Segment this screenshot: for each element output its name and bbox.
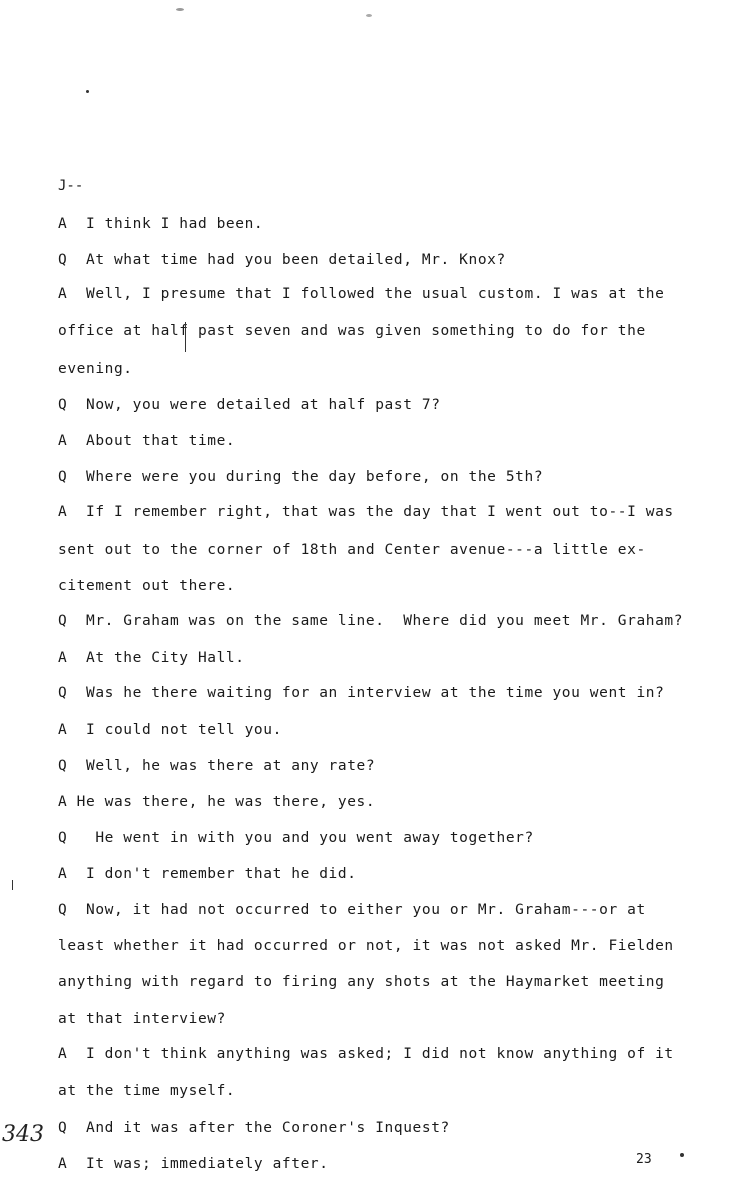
transcript-line: evening. — [58, 361, 133, 377]
scan-speck — [176, 8, 184, 11]
transcript-line: at that interview? — [58, 1011, 226, 1027]
transcript-line: A I don't remember that he did. — [58, 866, 357, 882]
scan-speck — [366, 14, 372, 17]
transcript-line: A Well, I presume that I followed the usual custom. I was at the — [58, 286, 665, 302]
transcript-line: Q Now, it had not occurred to either you or Mr. Graham---or at — [58, 902, 646, 918]
transcript-line: Q Mr. Graham was on the same line. Where did you meet Mr. Graham? — [58, 613, 684, 629]
transcript-line: A At the City Hall. — [58, 650, 245, 666]
scan-speck — [680, 1153, 684, 1157]
handwritten-correction-mark — [185, 322, 186, 352]
transcript-line: A It was; immediately after. — [58, 1156, 329, 1172]
page-number: 23 — [636, 1152, 652, 1167]
transcript-line: Q Where were you during the day before, on the 5th? — [58, 469, 544, 485]
transcript-line: sent out to the corner of 18th and Center avenue---a little ex- — [58, 542, 646, 558]
transcript-line: Q Now, you were detailed at half past 7? — [58, 397, 441, 413]
transcript-line: Q At what time had you been detailed, Mr. Knox? — [58, 252, 506, 268]
transcript-line: anything with regard to firing any shots at the Haymarket meeting — [58, 974, 665, 990]
transcript-line: A He was there, he was there, yes. — [58, 794, 376, 810]
transcript-line: A I don't think anything was asked; I did not know anything of it — [58, 1046, 674, 1062]
header-mark: J-- — [58, 178, 84, 194]
transcript-line: Q Well, he was there at any rate? — [58, 758, 376, 774]
transcript-line: Q He went in with you and you went away together? — [58, 830, 534, 846]
transcript-line: Q Was he there waiting for an interview at the time you went in? — [58, 685, 665, 701]
transcript-line: A I think I had been. — [58, 216, 264, 232]
margin-tick-mark — [12, 880, 13, 890]
transcript-line: citement out there. — [58, 578, 236, 594]
handwritten-margin-note: 343 — [2, 1122, 44, 1147]
transcript-line: office at half past seven and was given something to do for the — [58, 323, 646, 339]
transcript-line: A I could not tell you. — [58, 722, 282, 738]
transcript-line: at the time myself. — [58, 1083, 236, 1099]
scan-speck — [86, 90, 89, 93]
transcript-line: Q And it was after the Coroner's Inquest? — [58, 1120, 450, 1136]
transcript-line: least whether it had occurred or not, it was not asked Mr. Fielden — [58, 938, 674, 954]
transcript-line: A If I remember right, that was the day that I went out to--I was — [58, 504, 674, 520]
transcript-line: A About that time. — [58, 433, 236, 449]
